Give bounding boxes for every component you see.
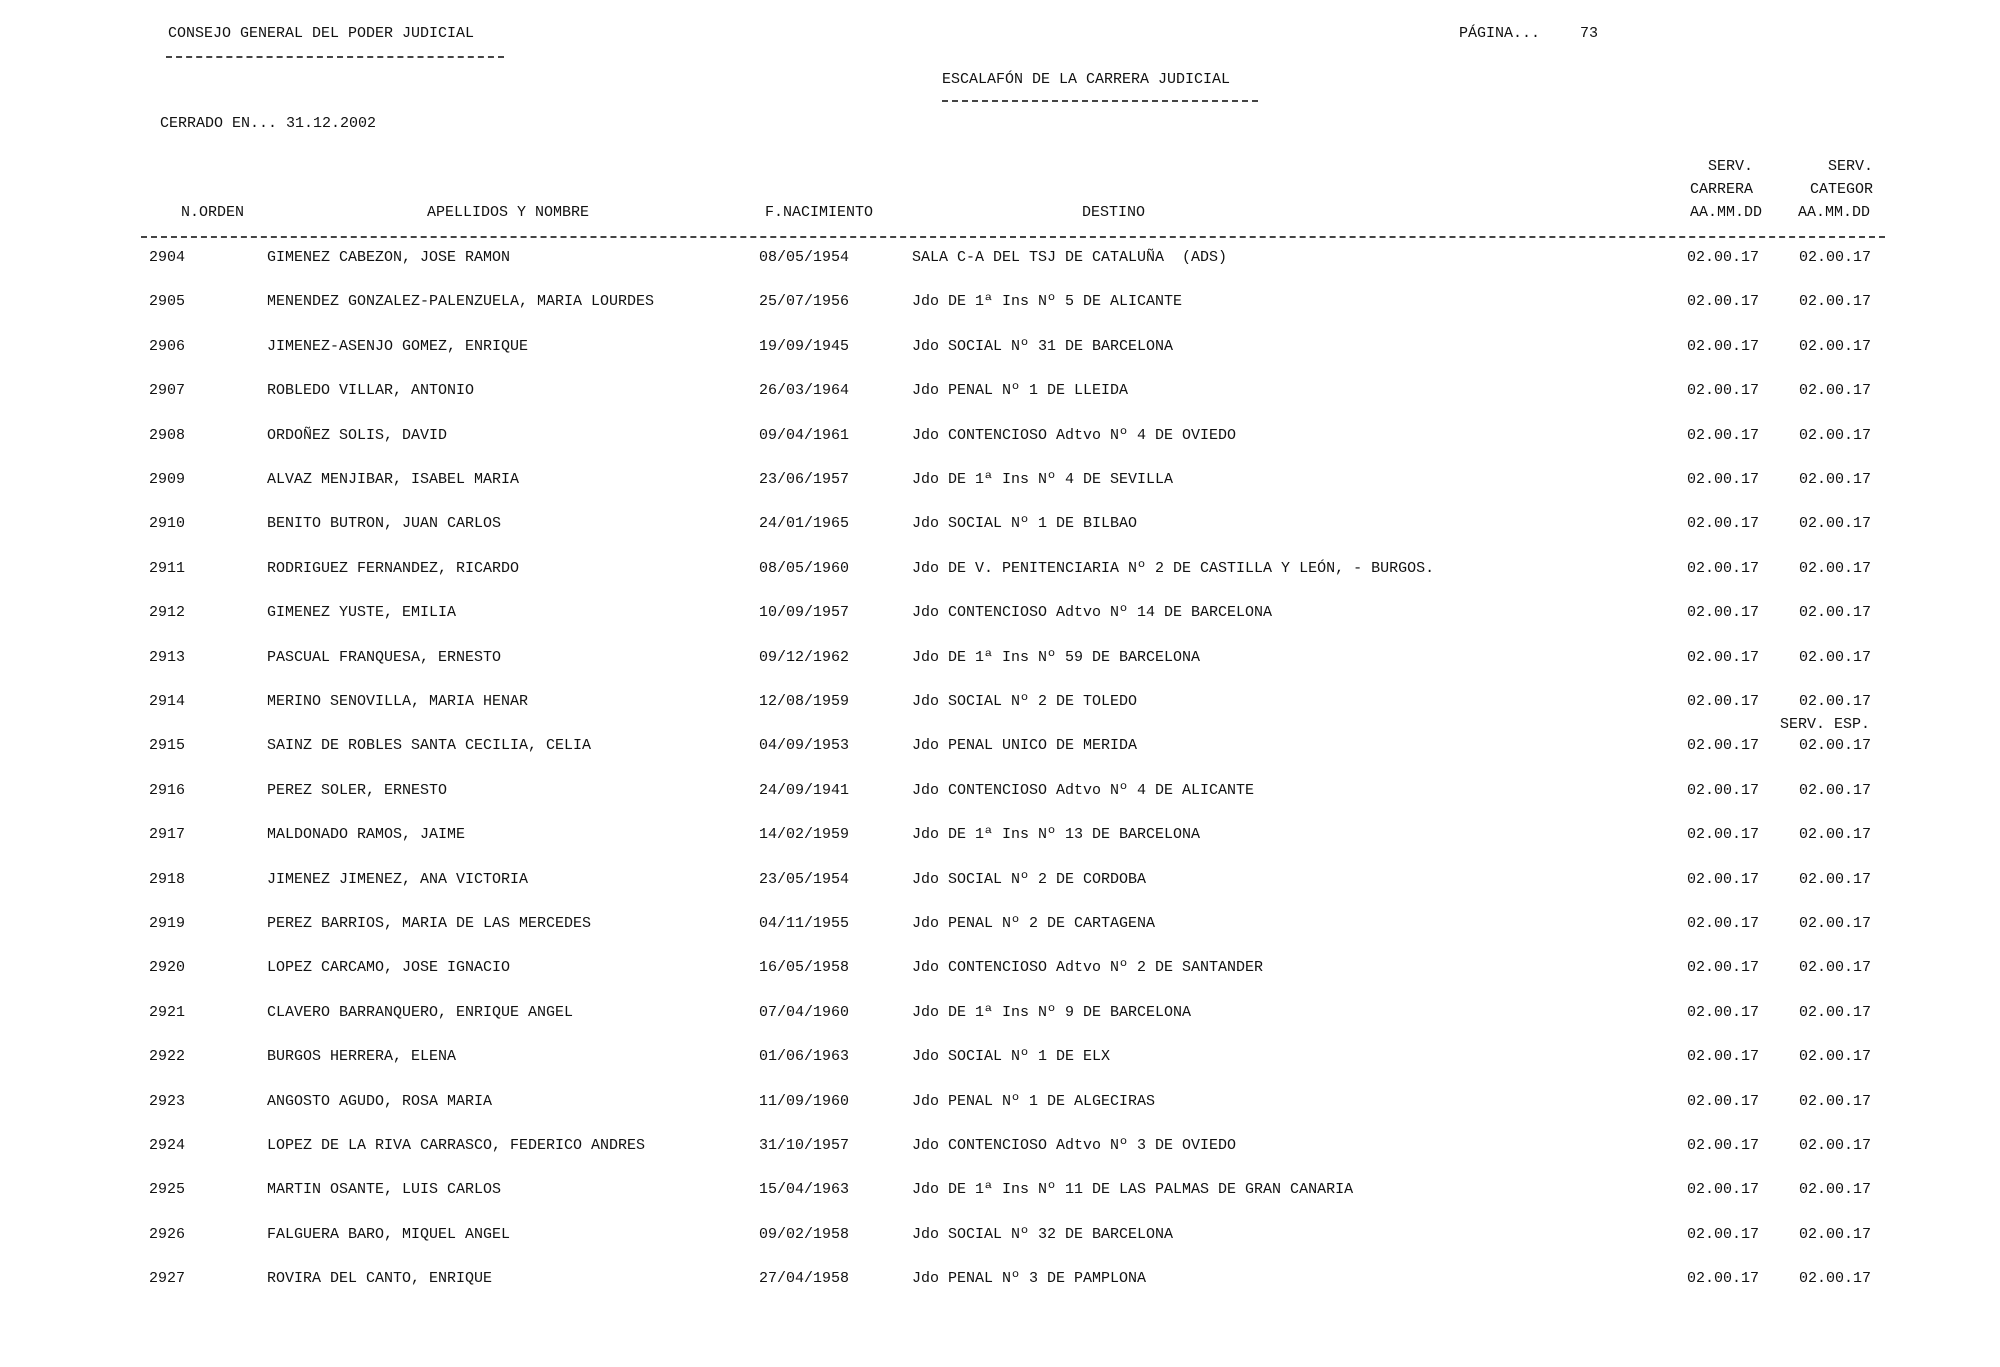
table-row (0, 1048, 2000, 1068)
row-name: PEREZ SOLER, ERNESTO (267, 781, 448, 799)
row-destination: Jdo PENAL Nº 2 DE CARTAGENA (912, 915, 1156, 932)
row-destination: Jdo SOCIAL Nº 32 DE BARCELONA (912, 1225, 1174, 1243)
organization-name: CONSEJO GENERAL DEL PODER JUDICIAL (168, 25, 475, 42)
row-number: 2911 (149, 559, 186, 577)
row-number: 2921 (149, 1003, 186, 1021)
table-row (0, 826, 2000, 846)
row-destination: Jdo PENAL UNICO DE MERIDA (912, 737, 1138, 755)
row-serv-carrera: 02.00.17 (1687, 426, 1760, 444)
row-serv-categor: 02.00.17 (1799, 293, 1872, 311)
row-destination: Jdo CONTENCIOSO Adtvo Nº 2 DE SANTANDER (912, 959, 1264, 977)
row-serv-categor: 02.00.17 (1799, 1181, 1872, 1199)
row-destination: Jdo SOCIAL Nº 1 DE BILBAO (912, 515, 1138, 533)
row-birthdate: 08/05/1954 (759, 249, 850, 266)
row-birthdate: 09/12/1962 (759, 648, 850, 666)
row-birthdate: 24/01/1965 (759, 515, 850, 533)
row-number: 2906 (149, 337, 186, 355)
table-row (0, 471, 2000, 491)
row-birthdate: 01/06/1963 (759, 1048, 850, 1066)
table-row (0, 427, 2000, 447)
table-row (0, 1004, 2000, 1024)
column-header-carrera-3: AA.MM.DD (1690, 204, 1763, 221)
row-serv-carrera: 02.00.17 (1687, 559, 1760, 577)
column-header-carrera-1: SERV. (1708, 158, 1754, 175)
row-number: 2918 (149, 870, 186, 888)
row-serv-carrera: 02.00.17 (1687, 693, 1760, 710)
row-name: MERINO SENOVILLA, MARIA HENAR (267, 693, 529, 710)
row-destination: Jdo SOCIAL Nº 31 DE BARCELONA (912, 337, 1174, 355)
row-destination: Jdo DE 1ª Ins Nº 59 DE BARCELONA (912, 648, 1201, 666)
row-serv-categor: 02.00.17 (1799, 781, 1872, 799)
column-header-destino: DESTINO (1082, 204, 1146, 221)
underline (166, 56, 504, 58)
row-serv-carrera: 02.00.17 (1687, 1270, 1760, 1288)
table-row (0, 1270, 2000, 1290)
row-serv-categor: 02.00.17 (1799, 1092, 1872, 1110)
row-serv-carrera: 02.00.17 (1687, 515, 1760, 533)
row-name: BURGOS HERRERA, ELENA (267, 1048, 457, 1066)
row-serv-carrera: 02.00.17 (1687, 337, 1760, 355)
table-row (0, 604, 2000, 624)
row-birthdate: 23/05/1954 (759, 870, 850, 888)
row-name: GIMENEZ YUSTE, EMILIA (267, 604, 457, 622)
row-birthdate: 25/07/1956 (759, 293, 850, 311)
row-serv-categor: 02.00.17 (1799, 1003, 1872, 1021)
table-row (0, 1181, 2000, 1201)
row-birthdate: 27/04/1958 (759, 1270, 850, 1288)
row-destination: Jdo CONTENCIOSO Adtvo Nº 4 DE OVIEDO (912, 426, 1237, 444)
row-destination: Jdo SOCIAL Nº 2 DE CORDOBA (912, 870, 1147, 888)
row-name: RODRIGUEZ FERNANDEZ, RICARDO (267, 559, 520, 577)
column-header-orden: N.ORDEN (181, 204, 245, 221)
row-destination: Jdo DE V. PENITENCIARIA Nº 2 DE CASTILLA Y LEÓN, - BURGOS. (912, 559, 1435, 577)
row-number: 2915 (149, 737, 186, 755)
column-header-categor-3: AA.MM.DD (1798, 204, 1871, 221)
row-destination: Jdo SOCIAL Nº 1 DE ELX (912, 1048, 1111, 1066)
table-row (0, 1093, 2000, 1113)
row-serv-categor: 02.00.17 (1799, 515, 1872, 533)
row-birthdate: 23/06/1957 (759, 471, 850, 488)
row-destination: Jdo CONTENCIOSO Adtvo Nº 4 DE ALICANTE (912, 781, 1255, 799)
row-serv-categor: 02.00.17 (1799, 1048, 1872, 1066)
row-number: 2919 (149, 915, 186, 932)
row-serv-carrera: 02.00.17 (1687, 293, 1760, 311)
row-serv-categor: 02.00.17 (1799, 648, 1872, 666)
row-number: 2910 (149, 515, 186, 533)
table-row (0, 560, 2000, 580)
column-header-nombre: APELLIDOS Y NOMBRE (427, 204, 590, 221)
row-serv-categor: 02.00.17 (1799, 249, 1872, 266)
row-serv-categor: 02.00.17 (1799, 1270, 1872, 1288)
row-serv-carrera: 02.00.17 (1687, 1048, 1760, 1066)
row-name: BENITO BUTRON, JUAN CARLOS (267, 515, 502, 533)
row-birthdate: 04/09/1953 (759, 737, 850, 755)
row-serv-carrera: 02.00.17 (1687, 1181, 1760, 1199)
row-serv-carrera: 02.00.17 (1687, 1003, 1760, 1021)
row-number: 2909 (149, 471, 186, 488)
row-birthdate: 16/05/1958 (759, 959, 850, 977)
row-serv-carrera: 02.00.17 (1687, 382, 1760, 400)
row-number: 2923 (149, 1092, 186, 1110)
row-number: 2926 (149, 1225, 186, 1243)
row-destination: Jdo PENAL Nº 3 DE PAMPLONA (912, 1270, 1147, 1288)
row-serv-categor: 02.00.17 (1799, 870, 1872, 888)
row-number: 2927 (149, 1270, 186, 1288)
row-name: ALVAZ MENJIBAR, ISABEL MARIA (267, 471, 520, 488)
row-serv-categor: 02.00.17 (1799, 604, 1872, 622)
table-row (0, 249, 2000, 269)
row-serv-categor: 02.00.17 (1799, 959, 1872, 977)
row-destination: Jdo DE 1ª Ins Nº 13 DE BARCELONA (912, 826, 1201, 844)
row-number: 2924 (149, 1137, 186, 1154)
row-name: MALDONADO RAMOS, JAIME (267, 826, 466, 844)
document-title: ESCALAFÓN DE LA CARRERA JUDICIAL (942, 71, 1231, 88)
row-number: 2912 (149, 604, 186, 622)
row-birthdate: 08/05/1960 (759, 559, 850, 577)
row-birthdate: 31/10/1957 (759, 1137, 850, 1154)
row-serv-carrera: 02.00.17 (1687, 915, 1760, 932)
table-row (0, 382, 2000, 402)
row-name: LOPEZ DE LA RIVA CARRASCO, FEDERICO ANDRES (267, 1137, 646, 1154)
row-serv-categor: 02.00.17 (1799, 471, 1872, 488)
row-destination: SALA C-A DEL TSJ DE CATALUÑA (ADS) (912, 249, 1228, 266)
row-name: ROVIRA DEL CANTO, ENRIQUE (267, 1270, 493, 1288)
page-label: PÁGINA... (1459, 25, 1541, 42)
row-destination: Jdo SOCIAL Nº 2 DE TOLEDO (912, 693, 1138, 710)
table-row (0, 293, 2000, 313)
row-serv-categor: 02.00.17 (1799, 737, 1872, 755)
row-name: ORDOÑEZ SOLIS, DAVID (267, 426, 448, 444)
row-name: GIMENEZ CABEZON, JOSE RAMON (267, 249, 511, 266)
table-row (0, 959, 2000, 979)
row-birthdate: 14/02/1959 (759, 826, 850, 844)
row-name: MARTIN OSANTE, LUIS CARLOS (267, 1181, 502, 1199)
row-name: JIMENEZ JIMENEZ, ANA VICTORIA (267, 870, 529, 888)
row-birthdate: 10/09/1957 (759, 604, 850, 622)
row-birthdate: 24/09/1941 (759, 781, 850, 799)
row-destination: Jdo DE 1ª Ins Nº 11 DE LAS PALMAS DE GRAN CANARIA (912, 1181, 1354, 1199)
row-name: PASCUAL FRANQUESA, ERNESTO (267, 648, 502, 666)
column-header-nacimiento: F.NACIMIENTO (765, 204, 874, 221)
row-number: 2904 (149, 249, 186, 266)
row-number: 2908 (149, 426, 186, 444)
row-destination: Jdo PENAL Nº 1 DE ALGECIRAS (912, 1092, 1156, 1110)
row-serv-categor: 02.00.17 (1799, 826, 1872, 844)
page-number: 73 (1580, 25, 1599, 42)
row-name: CLAVERO BARRANQUERO, ENRIQUE ANGEL (267, 1003, 574, 1021)
column-header-categor-1: SERV. (1828, 158, 1874, 175)
row-name: JIMENEZ-ASENJO GOMEZ, ENRIQUE (267, 337, 529, 355)
row-serv-carrera: 02.00.17 (1687, 826, 1760, 844)
row-destination: Jdo DE 1ª Ins Nº 5 DE ALICANTE (912, 293, 1183, 311)
row-serv-carrera: 02.00.17 (1687, 959, 1760, 977)
row-number: 2917 (149, 826, 186, 844)
row-number: 2925 (149, 1181, 186, 1199)
row-serv-carrera: 02.00.17 (1687, 648, 1760, 666)
row-birthdate: 09/02/1958 (759, 1225, 850, 1243)
row-destination: Jdo DE 1ª Ins Nº 9 DE BARCELONA (912, 1003, 1192, 1021)
row-note: SERV. ESP. (1780, 716, 1871, 734)
row-serv-carrera: 02.00.17 (1687, 604, 1760, 622)
title-underline (942, 100, 1258, 102)
row-name: LOPEZ CARCAMO, JOSE IGNACIO (267, 959, 511, 977)
table-row (0, 1137, 2000, 1157)
table-row (0, 716, 2000, 757)
row-serv-carrera: 02.00.17 (1687, 1092, 1760, 1110)
row-serv-categor: 02.00.17 (1799, 382, 1872, 400)
table-row (0, 782, 2000, 802)
row-destination: Jdo DE 1ª Ins Nº 4 DE SEVILLA (912, 471, 1174, 488)
row-serv-categor: 02.00.17 (1799, 559, 1872, 577)
row-destination: Jdo PENAL Nº 1 DE LLEIDA (912, 382, 1129, 400)
table-row (0, 515, 2000, 535)
header-separator (141, 236, 1885, 238)
table-row (0, 693, 2000, 713)
row-number: 2922 (149, 1048, 186, 1066)
row-serv-categor: 02.00.17 (1799, 1137, 1872, 1154)
column-header-carrera-2: CARRERA (1690, 181, 1754, 198)
row-name: PEREZ BARRIOS, MARIA DE LAS MERCEDES (267, 915, 592, 932)
row-number: 2913 (149, 648, 186, 666)
row-name: ROBLEDO VILLAR, ANTONIO (267, 382, 475, 400)
row-birthdate: 19/09/1945 (759, 337, 850, 355)
row-name: ANGOSTO AGUDO, ROSA MARIA (267, 1092, 493, 1110)
row-number: 2907 (149, 382, 186, 400)
row-birthdate: 12/08/1959 (759, 693, 850, 710)
row-serv-categor: 02.00.17 (1799, 915, 1872, 932)
row-serv-categor: 02.00.17 (1799, 1225, 1872, 1243)
row-serv-categor: 02.00.17 (1799, 337, 1872, 355)
row-birthdate: 07/04/1960 (759, 1003, 850, 1021)
row-serv-categor: 02.00.17 (1799, 426, 1872, 444)
column-header-categor-2: CATEGOR (1810, 181, 1874, 198)
row-destination: Jdo CONTENCIOSO Adtvo Nº 14 DE BARCELONA (912, 604, 1273, 622)
table-row (0, 871, 2000, 891)
row-number: 2914 (149, 693, 186, 710)
row-destination: Jdo CONTENCIOSO Adtvo Nº 3 DE OVIEDO (912, 1137, 1237, 1154)
row-number: 2905 (149, 293, 186, 311)
row-birthdate: 15/04/1963 (759, 1181, 850, 1199)
row-serv-carrera: 02.00.17 (1687, 1225, 1760, 1243)
row-birthdate: 26/03/1964 (759, 382, 850, 400)
table-row (0, 649, 2000, 669)
row-birthdate: 11/09/1960 (759, 1092, 850, 1110)
table-row (0, 338, 2000, 358)
row-serv-carrera: 02.00.17 (1687, 1137, 1760, 1154)
table-row (0, 1226, 2000, 1246)
row-birthdate: 04/11/1955 (759, 915, 850, 932)
row-serv-carrera: 02.00.17 (1687, 471, 1760, 488)
row-birthdate: 09/04/1961 (759, 426, 850, 444)
closed-date: CERRADO EN... 31.12.2002 (160, 115, 377, 132)
row-serv-carrera: 02.00.17 (1687, 737, 1760, 755)
row-name: SAINZ DE ROBLES SANTA CECILIA, CELIA (267, 737, 592, 755)
row-serv-carrera: 02.00.17 (1687, 781, 1760, 799)
row-serv-carrera: 02.00.17 (1687, 249, 1760, 266)
row-name: FALGUERA BARO, MIQUEL ANGEL (267, 1225, 511, 1243)
row-serv-categor: 02.00.17 (1799, 693, 1872, 710)
row-number: 2916 (149, 781, 186, 799)
table-row (0, 915, 2000, 935)
row-number: 2920 (149, 959, 186, 977)
row-name: MENENDEZ GONZALEZ-PALENZUELA, MARIA LOURDES (267, 293, 655, 311)
row-serv-carrera: 02.00.17 (1687, 870, 1760, 888)
